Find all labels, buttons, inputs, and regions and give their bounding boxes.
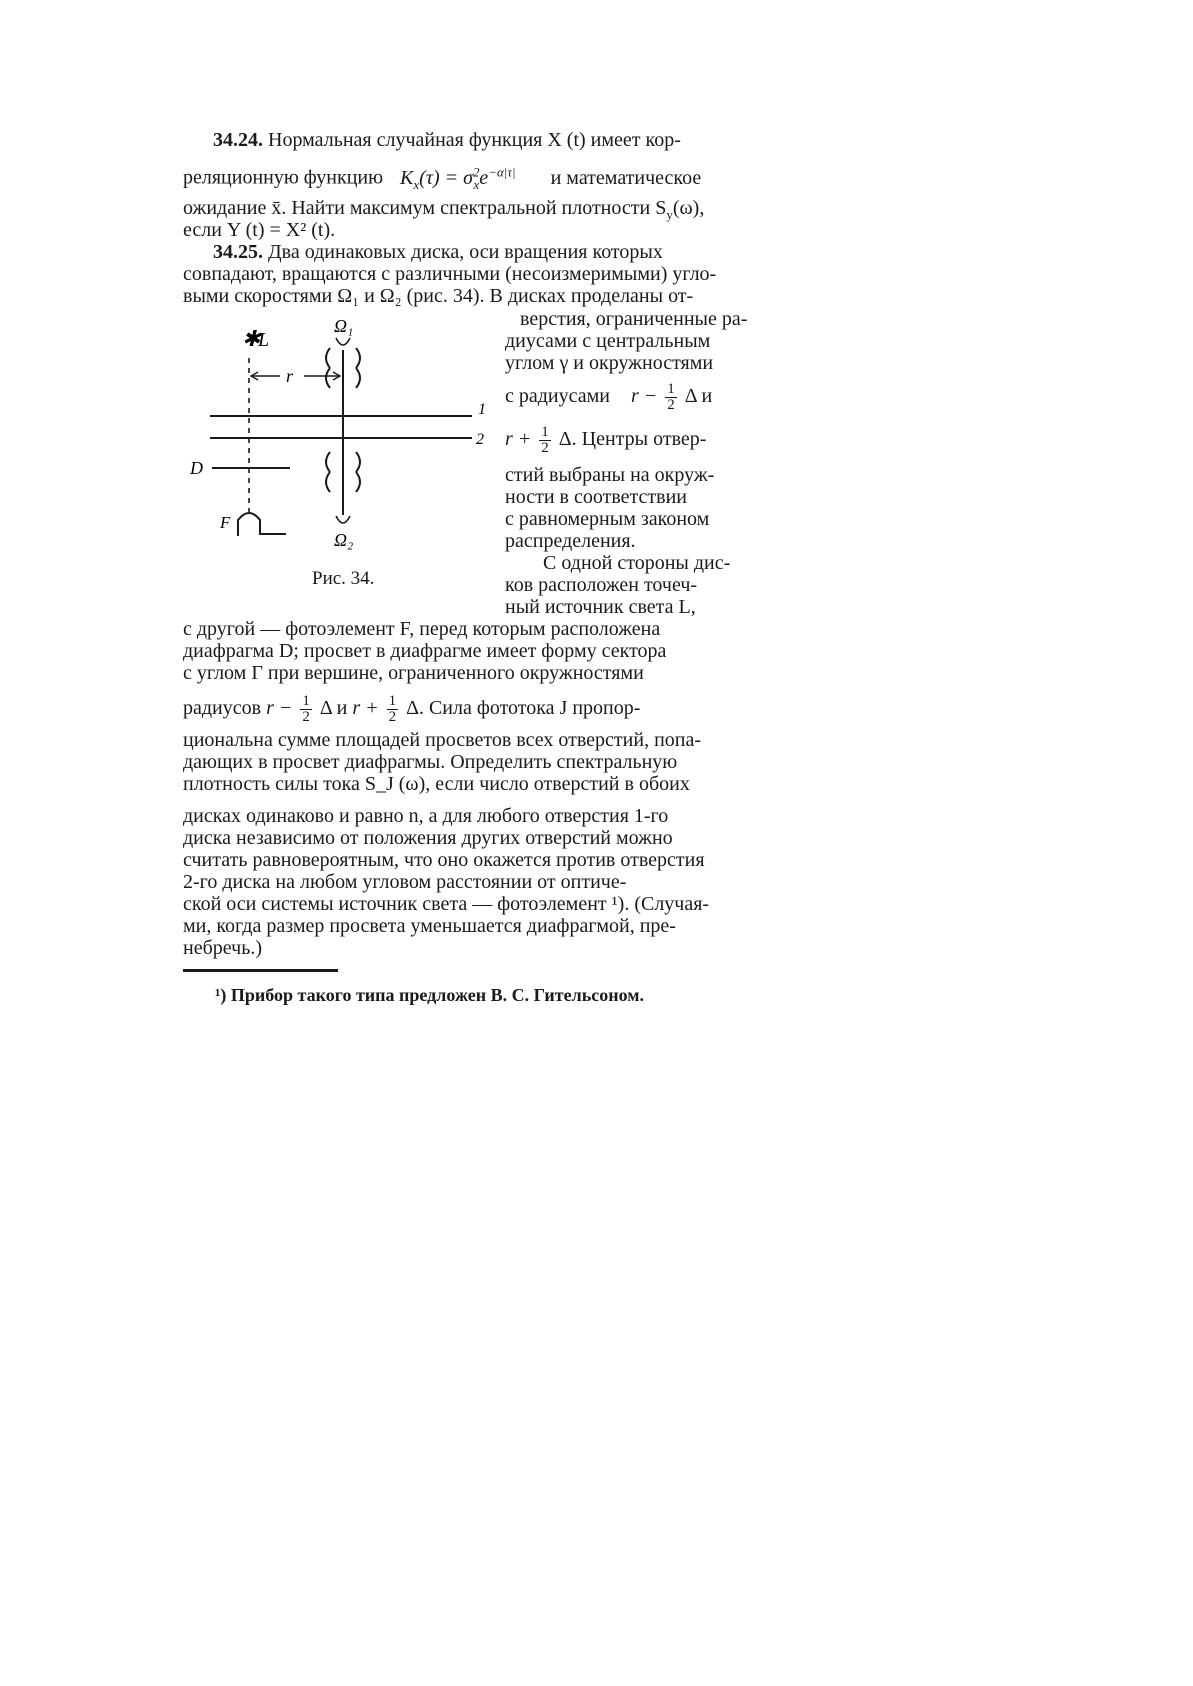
bearing-top-left [326,348,330,388]
right-col-line-10 [543,551,730,575]
sub-y: y [666,207,673,222]
right-col-line-11 [505,573,697,597]
frac-den: 2 [302,709,310,725]
problem-34-24-line-4 [183,218,335,242]
problem-34-25-line-2 [183,262,716,286]
right-col-line-2 [505,329,710,353]
text-span: ков расположен точеч- [505,574,698,596]
body-line-5 [183,728,701,752]
fraction-half [387,694,399,725]
problem-34-25-line-3 [183,284,693,308]
text-span: с углом Γ при вершине, ограниченного окружностями [183,662,644,684]
problem-number-34-25: 34.25. [213,241,263,263]
text-span: плотность силы тока S_J (ω), если число отверстий в обоих [183,773,690,795]
right-col-line-6 [505,463,714,487]
right-col-line-5 [505,425,706,456]
text-span: углом γ и окружностями [505,352,714,374]
text-span: считать равновероятным, что оно окажется против отверстия [183,849,705,871]
math-r-plus: r + [352,697,379,720]
text-span: небречь.) [183,937,262,959]
label-omega2: Ω₂ [334,530,354,550]
text-span: радиусов [183,697,262,720]
body-line-4 [183,694,640,725]
formula-sub-x: x [413,176,420,192]
body-line-8 [183,804,668,828]
fraction-half [665,382,677,413]
label-disc-2: 2 [476,431,484,448]
light-source-star: ✱ [242,326,261,351]
body-line-6 [183,750,677,774]
text-span: Δ и [684,385,713,408]
text-span: ожидание x̄. Найти максимум спектральной плотности S [183,197,667,219]
text-span: выми скоростями Ω₁ и Ω₂ (рис. 34). В дисках проделаны от- [183,285,694,307]
formula-sub-x2: x [473,176,480,192]
figure-34-diagram [180,310,500,560]
frac-den: 2 [388,709,397,725]
text-span: Δ. Сила фототока J пропор- [406,697,641,720]
problem-number-34-24: 34.24. [213,129,263,151]
text-span: ми, когда размер просвета уменьшается диафрагмой, пре- [183,915,676,937]
math-r-plus: r + [505,428,532,451]
frac-num: 1 [388,693,397,709]
right-col-line-8 [505,507,709,531]
right-col-line-4 [505,382,712,413]
footnote-rule [183,969,338,972]
text-span: ской оси системы источник света — фотоэлемент ¹). (Случая- [183,893,710,915]
text-span: дающих в просвет диафрагмы. Определить спектральную [183,751,678,773]
text-span: С одной стороны дис- [543,552,731,574]
right-col-line-1 [520,307,747,331]
text-span: дисках одинаково и равно n, а для любого отверстия 1-го [183,805,669,827]
text-span: Два одинаковых диска, оси вращения которых [268,241,663,263]
formula-k: K [400,166,414,189]
body-line-10 [183,848,705,872]
body-line-9 [183,826,673,850]
figure-caption: Рис. 34. [312,568,375,589]
text-span: диусами с центральным [505,330,711,352]
text-span: диска независимо от положения других отверстий можно [183,827,673,849]
bearing-bottom-left [326,452,330,492]
text-span: циональна сумме площадей просветов всех отверстий, попа- [183,729,702,751]
formula-sigma: (τ) = σ [419,166,474,189]
problem-34-24-line-2 [183,160,740,197]
math-r-minus: r − [631,385,658,408]
text-span: ности в соответствии [505,486,687,508]
body-line-7 [183,772,690,796]
problem-34-25-line-1 [213,240,741,264]
photo-element [238,513,286,536]
text-span: 2-го диска на любом угловом расстоянии от оптиче- [183,871,627,893]
formula-sup-2: 2 [473,164,480,179]
rotation-arrow-1 [336,338,350,345]
body-line-3 [183,661,644,685]
frac-num: 1 [541,424,549,440]
text-span: с другой — фотоэлемент F, перед которым расположена [183,618,661,640]
frac-den: 2 [667,397,675,413]
label-F: F [220,513,231,532]
text-span: если Y (t) = X² (t). [183,219,336,241]
math-r-minus: r − [266,697,293,720]
text-span: Нормальная случайная функция X (t) имеет кор- [268,129,681,151]
body-line-12 [183,892,709,916]
body-line-13 [183,914,676,938]
formula-exponent: −α|τ| [488,164,516,179]
text-span: ный источник света L, [505,596,696,618]
body-line-1 [183,617,660,641]
footnote: ¹) Прибор такого типа предложен В. С. Гительсоном. [215,985,644,1005]
text-span: (ω), [672,197,705,219]
text-span: с радиусами [505,385,610,408]
label-r: r [286,366,294,386]
text-span: Δ и [319,697,348,720]
bearing-top-right [356,348,360,388]
frac-den: 2 [541,440,549,456]
fraction-half [300,694,312,725]
problem-34-24-line-1 [213,128,737,152]
label-L: L [258,329,270,351]
text-span: реляционную функцию [183,166,384,189]
right-col-line-3 [505,351,713,375]
frac-num: 1 [667,381,675,397]
formula-e: e [479,166,489,189]
body-line-11 [183,870,626,894]
right-col-line-9 [505,529,636,553]
label-disc-1: 1 [478,401,486,418]
text-span: распределения. [505,530,636,552]
right-col-line-12 [505,595,696,619]
text-span: и математическое [550,166,702,189]
text-span: верстия, ограниченные ра- [520,308,748,330]
rotation-arrow-2 [336,516,350,523]
text-span: с равномерным законом [505,508,710,530]
frac-num: 1 [302,693,310,709]
body-line-14 [183,936,262,960]
text-span: диафрагма D; просвет в диафрагме имеет форму сектора [183,640,667,662]
label-omega1: Ω₁ [334,316,354,336]
text-span: стий выбраны на окруж- [505,464,715,486]
text-span: совпадают, вращаются с различными (несоизмеримыми) угло- [183,263,717,285]
label-D: D [190,458,203,478]
body-line-2 [183,639,666,663]
correlation-formula [400,164,521,192]
bearing-bottom-right [356,452,360,492]
text-span: Δ. Центры отвер- [558,428,707,451]
fraction-half [539,425,551,456]
right-col-line-7 [505,485,687,509]
